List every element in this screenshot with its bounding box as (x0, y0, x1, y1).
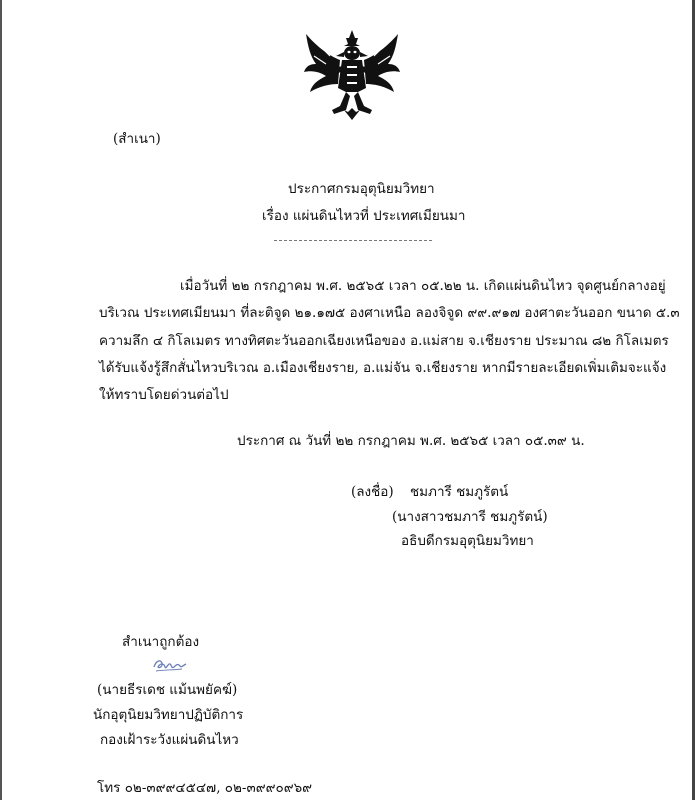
page-border-left (0, 0, 2, 800)
announcement-title: ประกาศกรมอุตุนิยมวิทยา (288, 181, 435, 197)
signer-position: อธิบดีกรมอุตุนิยมวิทยา (401, 533, 534, 549)
title-divider (274, 240, 432, 241)
body-line-3: ความลึก ๔ กิโลเมตร ทางทิศตะวันออกเฉียงเหนือของ อ.แม่สาย จ.เชียงราย ประมาณ ๘๒ กิโลเมตร (99, 333, 669, 349)
certifier-division: กองเฝ้าระวังแผ่นดินไหว (100, 732, 239, 748)
signed-label: (ลงชื่อ) (351, 484, 394, 500)
body-line-2: บริเวณ ประเทศเมียนมา ที่ละติจูด ๒๑.๑๗๕ องศาเหนือ ลองจิจูด ๙๙.๙๑๗ องศาตะวันออก ขนาด ๕.๓ (99, 305, 680, 321)
announce-date-line: ประกาศ ณ วันที่ ๒๒ กรกฎาคม พ.ศ. ๒๕๖๕ เวลา ๐๕.๓๙ น. (237, 433, 585, 449)
copy-label: (สำเนา) (113, 131, 161, 147)
body-line-4: ได้รับแจ้งรู้สึกสั่นไหวบริเวณ อ.เมืองเชียงราย, อ.แม่จัน จ.เชียงราย หากมีรายละเอียดเพิ่มเติมจะแจ้ง (99, 360, 667, 376)
contact-phone: โทร ๐๒-๓๙๙๔๕๔๗, ๐๒-๓๙๙๐๙๖๙ (97, 780, 313, 796)
certified-copy-label: สำเนาถูกต้อง (122, 634, 200, 650)
signed-name: ชมภารี ชมภูรัตน์ (410, 484, 509, 500)
announcement-subject: เรื่อง แผ่นดินไหวที่ ประเทศเมียนมา (262, 208, 466, 224)
garuda-emblem-icon (300, 26, 404, 122)
signer-full-name: (นางสาวชมภารี ชมภูรัตน์) (392, 509, 548, 525)
body-line-5: ให้ทราบโดยด่วนต่อไป (99, 387, 229, 403)
certifier-name: (นายธีรเดช แม้นพยัคฆ์) (97, 682, 238, 698)
certifier-position: นักอุตุนิยมวิทยาปฏิบัติการ (93, 707, 244, 723)
body-line-1: เมื่อวันที่ ๒๒ กรกฎาคม พ.ศ. ๒๕๖๕ เวลา ๐๕.๒๒ น. เกิดแผ่นดินไหว จุดศูนย์กลางอยู่ (180, 278, 666, 294)
signature-scribble-icon (150, 655, 190, 675)
